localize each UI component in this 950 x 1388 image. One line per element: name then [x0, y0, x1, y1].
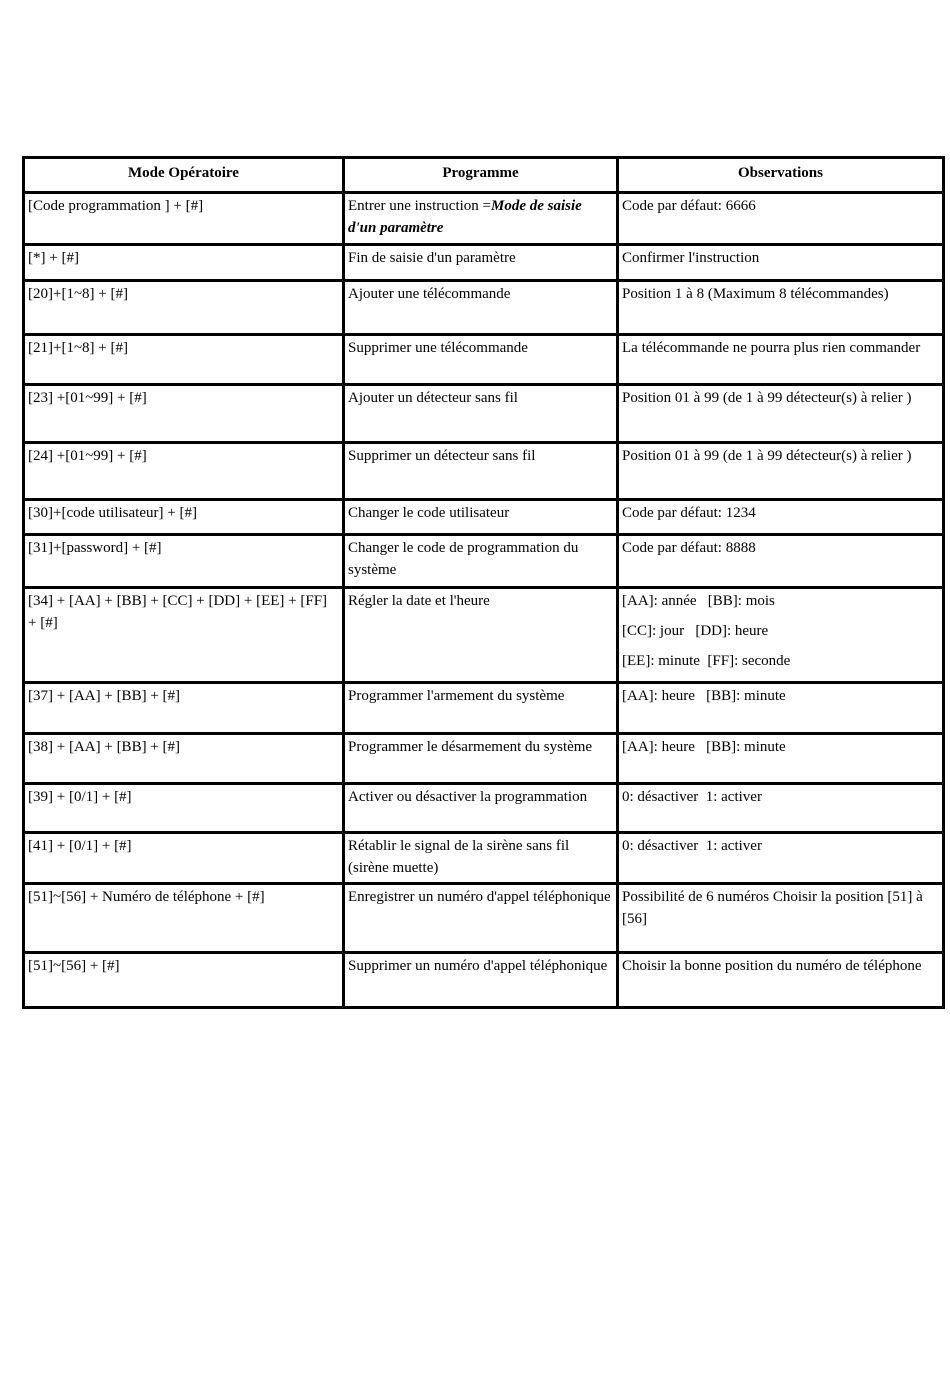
cell-programme: [344, 443, 618, 500]
table-row: [24, 535, 944, 588]
cell-mode: [51]~[56] + [#]: [24, 953, 344, 1008]
observation-line: Possibilité de 6 numéros Choisir la position [51] à [56]: [622, 889, 927, 927]
programme-text: Supprimer un numéro d'appel téléphonique: [348, 958, 608, 974]
table-row: [24, 784, 944, 833]
observation-line: [AA]: heure [BB]: minute: [622, 688, 786, 704]
cell-programme: [344, 953, 618, 1008]
cell-mode: [41] + [0/1] + [#]: [24, 833, 344, 884]
programme-text: Supprimer un détecteur sans fil: [348, 448, 536, 464]
cell-observations: [618, 734, 944, 784]
table-row: [24, 443, 944, 500]
table-row: [24, 193, 944, 245]
table-row: [24, 245, 944, 281]
observation-line: Position 01 à 99 (de 1 à 99 détecteur(s) à relier ): [622, 448, 912, 464]
cell-mode: [23] +[01~99] + [#]: [24, 385, 344, 443]
table-row: [24, 281, 944, 335]
table-row: [24, 953, 944, 1008]
observation-line: [AA]: année [BB]: mois: [622, 593, 775, 609]
cell-mode: [39] + [0/1] + [#]: [24, 784, 344, 833]
cell-observations: [618, 335, 944, 385]
programme-text: Régler la date et l'heure: [348, 593, 490, 609]
observation-line: Position 1 à 8 (Maximum 8 télécommandes): [622, 286, 889, 302]
programming-table: [22, 156, 945, 1009]
cell-mode: [38] + [AA] + [BB] + [#]: [24, 734, 344, 784]
observation-line: [CC]: jour [DD]: heure: [622, 623, 769, 639]
programme-text: Rétablir le signal de la sirène sans fil (sirène muette): [348, 838, 570, 876]
cell-observations: [618, 884, 944, 953]
cell-programme: [344, 734, 618, 784]
table-row: [24, 500, 944, 535]
cell-programme: [344, 884, 618, 953]
programme-text: Activer ou désactiver la programmation: [348, 789, 588, 805]
cell-programme: [344, 784, 618, 833]
cell-programme: [344, 281, 618, 335]
programme-text: Fin de saisie d'un paramètre: [348, 250, 516, 266]
cell-observations: [618, 683, 944, 734]
cell-programme: [344, 385, 618, 443]
cell-programme: [344, 245, 618, 281]
cell-mode: [21]+[1~8] + [#]: [24, 335, 344, 385]
cell-programme: [344, 833, 618, 884]
cell-observations: [618, 953, 944, 1008]
cell-mode: [34] + [AA] + [BB] + [CC] + [DD] + [EE] + [FF] + [#]: [24, 588, 344, 683]
table-body: [24, 193, 944, 1008]
cell-observations: [618, 784, 944, 833]
header-row: [24, 158, 944, 193]
table-row: [24, 833, 944, 884]
cell-mode: [24] +[01~99] + [#]: [24, 443, 344, 500]
programme-text: Changer le code de programmation du système: [348, 540, 579, 578]
observation-line: Position 01 à 99 (de 1 à 99 détecteur(s) à relier ): [622, 390, 912, 406]
cell-programme: [344, 335, 618, 385]
header-programme: Programme: [344, 158, 618, 193]
table-row: [24, 884, 944, 953]
table-header: [24, 158, 944, 193]
cell-observations: [618, 588, 944, 683]
observation-line: Code par défaut: 8888: [622, 540, 756, 556]
cell-observations: [618, 443, 944, 500]
cell-programme: [344, 683, 618, 734]
header-observations: Observations: [618, 158, 944, 193]
observation-line: [AA]: heure [BB]: minute: [622, 739, 786, 755]
observation-line: 0: désactiver 1: activer: [622, 789, 762, 805]
observation-line: Code par défaut: 6666: [622, 198, 756, 214]
observation-line: Code par défaut: 1234: [622, 505, 756, 521]
cell-observations: [618, 193, 944, 245]
programme-text: Programmer l'armement du système: [348, 688, 565, 704]
cell-mode: [31]+[password] + [#]: [24, 535, 344, 588]
programme-text: Ajouter un détecteur sans fil: [348, 390, 518, 406]
observation-line: La télécommande ne pourra plus rien commander: [622, 340, 921, 356]
cell-programme: [344, 500, 618, 535]
table-row: [24, 335, 944, 385]
table-row: [24, 683, 944, 734]
programme-text: Enregistrer un numéro d'appel téléphonique: [348, 889, 611, 905]
programme-text: Entrer une instruction =: [348, 198, 492, 214]
cell-observations: [618, 245, 944, 281]
observation-line: 0: désactiver 1: activer: [622, 838, 762, 854]
cell-observations: [618, 281, 944, 335]
cell-mode: [51]~[56] + Numéro de téléphone + [#]: [24, 884, 344, 953]
table-row: [24, 385, 944, 443]
cell-programme: [344, 535, 618, 588]
programme-text: Changer le code utilisateur: [348, 505, 510, 521]
cell-observations: [618, 535, 944, 588]
cell-mode: [37] + [AA] + [BB] + [#]: [24, 683, 344, 734]
cell-mode: [*] + [#]: [24, 245, 344, 281]
table-row: [24, 734, 944, 784]
cell-observations: [618, 833, 944, 884]
observation-line: [EE]: minute [FF]: seconde: [622, 653, 791, 669]
programme-emphasis: Mode de saisie d'un paramètre: [348, 198, 582, 236]
cell-mode: [20]+[1~8] + [#]: [24, 281, 344, 335]
cell-observations: [618, 385, 944, 443]
cell-observations: [618, 500, 944, 535]
cell-programme: [344, 193, 618, 245]
programme-text: Programmer le désarmement du système: [348, 739, 593, 755]
cell-programme: [344, 588, 618, 683]
cell-mode: [Code programmation ] + [#]: [24, 193, 344, 245]
programme-text: Ajouter une télécommande: [348, 286, 511, 302]
observation-line: Confirmer l'instruction: [622, 250, 760, 266]
header-mode: Mode Opératoire: [24, 158, 344, 193]
observation-line: Choisir la bonne position du numéro de téléphone: [622, 958, 922, 974]
programme-text: Supprimer une télécommande: [348, 340, 528, 356]
cell-mode: [30]+[code utilisateur] + [#]: [24, 500, 344, 535]
table-row: [24, 588, 944, 683]
